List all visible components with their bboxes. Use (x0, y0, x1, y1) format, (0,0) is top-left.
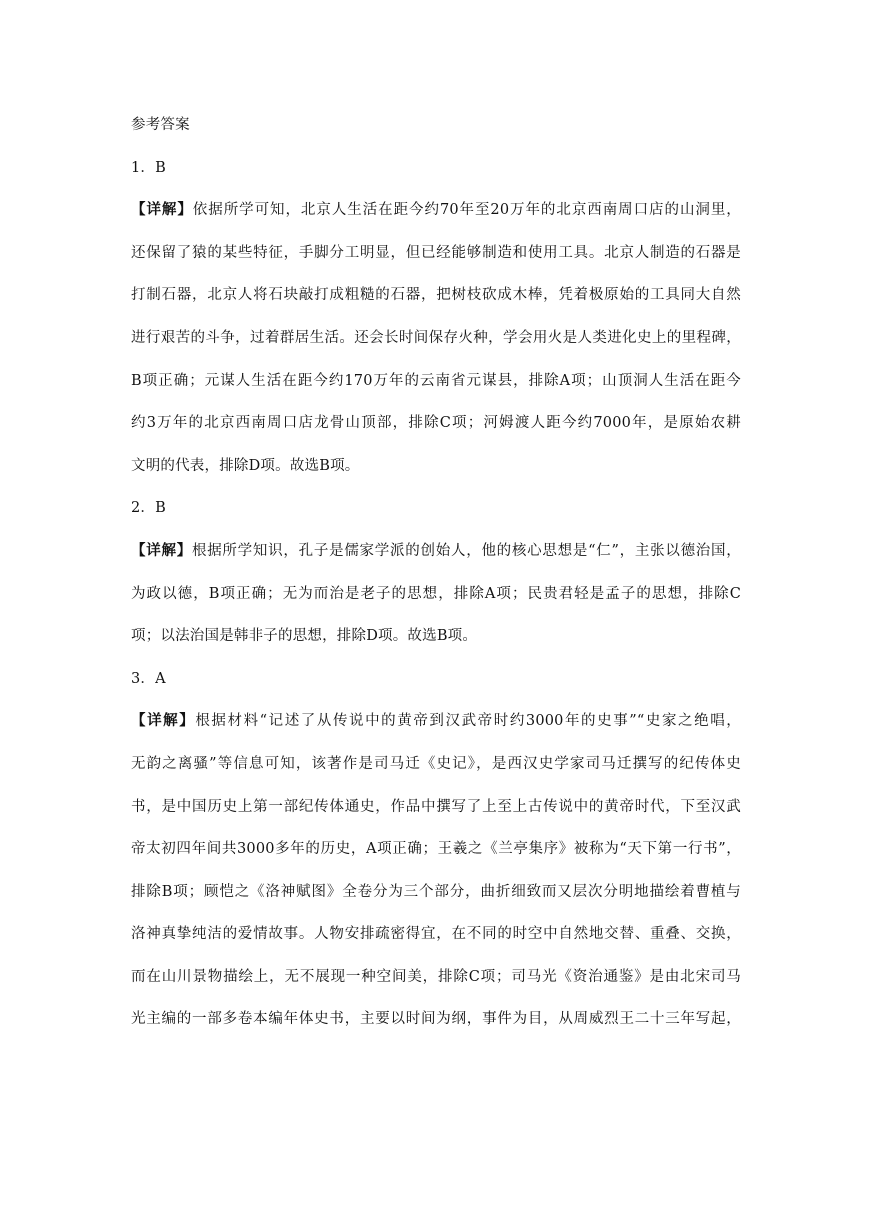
explanation-line: 文明的代表，排除D项。故选B项。 (131, 457, 360, 474)
question-number: 3．A (131, 670, 166, 687)
question-number: 1．B (131, 159, 166, 176)
explanation-line: 而在山川景物描绘上，无不展现一种空间美，排除C项；司马光《资治通鉴》是由北宋司马 (131, 968, 741, 985)
answer-content (131, 116, 741, 1053)
explanation-line: 还保留了猿的某些特征，手脚分工明显，但已经能够制造和使用工具。北京人制造的石器是 (131, 244, 741, 261)
explanation-line: 【详解】根据材料“记述了从传说中的黄帝到汉武帝时约3000年的史事”“史家之绝唱， (131, 712, 741, 730)
explanation-line: 排除B项；顾恺之《洛神赋图》全卷分为三个部分，曲折细致而又层次分明地描绘着曹植与 (131, 883, 741, 900)
explanation-line: 打制石器，北京人将石块敲打成粗糙的石器，把树枝砍成木棒，凭着极原始的工具同大自然 (131, 287, 741, 304)
explanation-tag: 【详解】 (131, 712, 196, 730)
explanation-line: 【详解】依据所学可知，北京人生活在距今约70年至20万年的北京西南周口店的山洞里， (131, 201, 741, 219)
explanation-tag: 【详解】 (131, 541, 192, 559)
explanation-line: 约3万年的北京西南周口店龙骨山顶部，排除C项；河姆渡人距今约7000年，是原始农耕 (131, 415, 741, 432)
explanation-line: 书，是中国历史上第一部纪传体通史，作品中撰写了上至上古传说中的黄帝时代，下至汉武 (131, 798, 741, 815)
explanation-line: 帝太初四年间共3000多年的历史，A项正确；王羲之《兰亭集序》被称为“天下第一行书”， (131, 841, 741, 858)
explanation-line: 【详解】根据所学知识，孔子是儒家学派的创始人，他的核心思想是“仁”，主张以德治国， (131, 541, 741, 559)
question-number: 2．B (131, 500, 166, 517)
explanation-line: 项；以法治国是韩非子的思想，排除D项。故选B项。 (131, 628, 478, 645)
explanation-line: 无韵之离骚”等信息可知，该著作是司马迁《史记》，是西汉史学家司马迁撰写的纪传体史 (131, 755, 741, 772)
explanation-tag: 【详解】 (131, 201, 193, 219)
explanation-line: B项正确；元谋人生活在距今约170万年的云南省元谋县，排除A项；山顶洞人生活在距今 (131, 372, 741, 389)
explanation-line: 洛神真挚纯洁的爱情故事。人物安排疏密得宜，在不同的时空中自然地交替、重叠、交换， (131, 926, 741, 943)
section-title: 参考答案 (131, 117, 190, 133)
explanation-line: 光主编的一部多卷本编年体史书，主要以时间为纲，事件为目，从周威烈王二十三年写起， (131, 1011, 741, 1028)
explanation-line: 进行艰苦的斗争，过着群居生活。还会长时间保存火种，学会用火是人类进化史上的里程碑， (131, 329, 741, 346)
explanation-line: 为政以德，B项正确；无为而治是老子的思想，排除A项；民贵君轻是孟子的思想，排除C (131, 585, 741, 602)
